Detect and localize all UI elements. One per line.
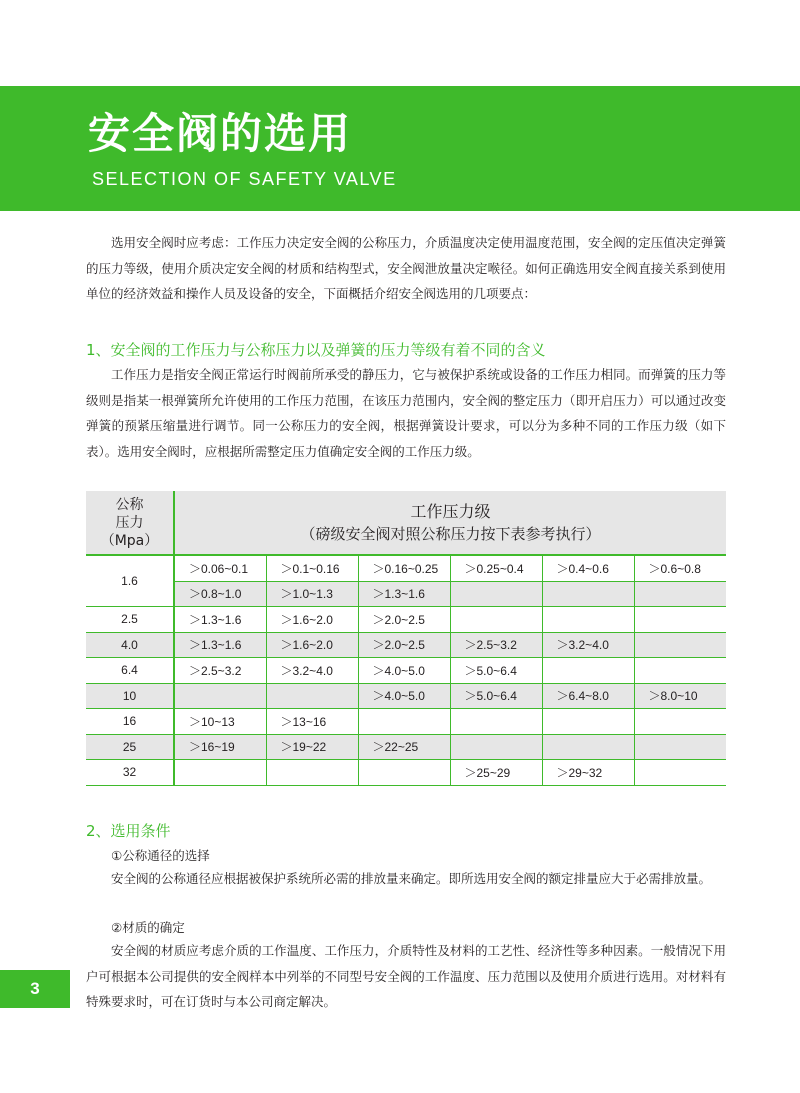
nominal-cell: 4.0 bbox=[86, 632, 174, 658]
table-cell bbox=[266, 683, 358, 709]
table-cell: ＞16~19 bbox=[174, 734, 266, 760]
table-cell: ＞1.0~1.3 bbox=[266, 581, 358, 607]
table-cell: ＞10~13 bbox=[174, 709, 266, 735]
header-nominal-line: 压力 bbox=[115, 514, 144, 531]
header-nominal-line: 公称 bbox=[115, 496, 144, 513]
intro-paragraph: 选用安全阀时应考虑：工作压力决定安全阀的公称压力，介质温度决定使用温度范围，安全阀的定压值决定弹簧的压力等级，使用介质决定安全阀的材质和结构型式，安全阀泄放量决定喉径。如何正确选用安全阀直接关系到使用单位的经济效益和操作人员及设备的安全，下面概括介绍安全阀选用的几项要点： bbox=[86, 235, 726, 301]
table-cell: ＞0.4~0.6 bbox=[542, 555, 634, 581]
table-row bbox=[86, 658, 726, 684]
table-cell bbox=[450, 709, 542, 735]
section1-heading: 1、安全阀的工作压力与公称压力以及弹簧的压力等级有着不同的含义 bbox=[86, 341, 546, 359]
table-cell bbox=[634, 581, 726, 607]
header-working-pressure-class bbox=[174, 491, 726, 555]
section2-heading: 2、选用条件 bbox=[86, 822, 171, 840]
table-cell: ＞5.0~6.4 bbox=[450, 683, 542, 709]
table-cell: ＞0.6~0.8 bbox=[634, 555, 726, 581]
table-cell: ＞0.8~1.0 bbox=[174, 581, 266, 607]
table-header-row bbox=[86, 491, 726, 555]
table-cell: ＞3.2~4.0 bbox=[266, 658, 358, 684]
page-title: 安全阀的选用 bbox=[88, 109, 353, 158]
table-cell: ＞2.5~3.2 bbox=[174, 658, 266, 684]
table-cell: ＞1.3~1.6 bbox=[174, 607, 266, 633]
table-cell: ＞0.06~0.1 bbox=[174, 555, 266, 581]
table-cell: ＞0.25~0.4 bbox=[450, 555, 542, 581]
nominal-cell: 25 bbox=[86, 734, 174, 760]
table-cell: ＞0.1~0.16 bbox=[266, 555, 358, 581]
header-nominal-pressure bbox=[86, 491, 174, 555]
table-cell bbox=[174, 683, 266, 709]
table-row bbox=[86, 607, 726, 633]
subsection-nominal-diameter-body: 安全阀的公称通径应根据被保护系统所必需的排放量来确定。即所选用安全阀的额定排量应大于必需排放量。 bbox=[111, 871, 712, 886]
table-cell: ＞29~32 bbox=[542, 760, 634, 786]
section1-body: 工作压力是指安全阀正常运行时阀前所承受的静压力，它与被保护系统或设备的工作压力相同。而弹簧的压力等级则是指某一根弹簧所允许使用的工作压力范围，在该压力范围内，安全阀的整定压力（即开启压力）可以通过改变弹簧的预紧压缩量进行调节。同一公称压力的安全阀，根据弹簧设计要求，可以分为多种不同的工作压力级（如下表）。选用安全阀时，应根据所需整定压力值确定安全阀的工作压力级。 bbox=[86, 367, 726, 459]
table-cell bbox=[542, 709, 634, 735]
table-cell: ＞4.0~5.0 bbox=[358, 658, 450, 684]
table-cell bbox=[542, 607, 634, 633]
table-cell bbox=[634, 632, 726, 658]
table-cell: ＞13~16 bbox=[266, 709, 358, 735]
table-row bbox=[86, 555, 726, 581]
header-working-line: 工作压力级 bbox=[410, 501, 491, 521]
table-cell bbox=[542, 658, 634, 684]
table-cell bbox=[634, 607, 726, 633]
table-cell bbox=[450, 734, 542, 760]
table-cell: ＞22~25 bbox=[358, 734, 450, 760]
table-cell bbox=[450, 581, 542, 607]
table-cell bbox=[358, 709, 450, 735]
table-cell: ＞4.0~5.0 bbox=[358, 683, 450, 709]
page-number: 3 bbox=[0, 970, 70, 1008]
table-cell bbox=[266, 760, 358, 786]
nominal-cell: 32 bbox=[86, 760, 174, 786]
table-cell bbox=[358, 760, 450, 786]
table-row bbox=[86, 760, 726, 786]
table-cell: ＞3.2~4.0 bbox=[542, 632, 634, 658]
nominal-cell: 6.4 bbox=[86, 658, 174, 684]
table-cell: ＞0.16~0.25 bbox=[358, 555, 450, 581]
table-cell: ＞5.0~6.4 bbox=[450, 658, 542, 684]
subsection-material-body: 安全阀的材质应考虑介质的工作温度、工作压力，介质特性及材料的工艺性、经济性等多种因素。一般情况下用户可根据本公司提供的安全阀样本中列举的不同型号安全阀的工作温度、压力范围以及使用介质进行选用。对材料有特殊要求时，可在订货时与本公司商定解决。 bbox=[86, 943, 726, 1009]
table-cell bbox=[634, 760, 726, 786]
table-cell bbox=[634, 709, 726, 735]
table-cell bbox=[634, 658, 726, 684]
table-cell: ＞1.6~2.0 bbox=[266, 632, 358, 658]
table-cell: ＞2.0~2.5 bbox=[358, 632, 450, 658]
table-cell bbox=[634, 734, 726, 760]
pressure-class-table bbox=[86, 491, 726, 786]
table-row bbox=[86, 709, 726, 735]
table-cell: ＞1.3~1.6 bbox=[358, 581, 450, 607]
nominal-cell: 16 bbox=[86, 709, 174, 735]
table-cell bbox=[542, 581, 634, 607]
subsection-nominal-diameter-title: ①公称通径的选择 bbox=[111, 848, 210, 863]
table-cell: ＞25~29 bbox=[450, 760, 542, 786]
table-cell: ＞1.3~1.6 bbox=[174, 632, 266, 658]
nominal-cell: 2.5 bbox=[86, 607, 174, 633]
table-row bbox=[86, 734, 726, 760]
table-row bbox=[86, 683, 726, 709]
table-cell: ＞2.5~3.2 bbox=[450, 632, 542, 658]
table-row bbox=[86, 632, 726, 658]
nominal-cell: 10 bbox=[86, 683, 174, 709]
subsection-material-title: ②材质的确定 bbox=[111, 920, 185, 935]
title-banner bbox=[0, 86, 800, 211]
table-cell: ＞2.0~2.5 bbox=[358, 607, 450, 633]
header-nominal-line: （Mpa） bbox=[100, 532, 159, 549]
table-cell: ＞6.4~8.0 bbox=[542, 683, 634, 709]
table-cell bbox=[450, 607, 542, 633]
table-cell: ＞1.6~2.0 bbox=[266, 607, 358, 633]
table-row bbox=[86, 581, 726, 607]
table-cell bbox=[174, 760, 266, 786]
table-cell: ＞19~22 bbox=[266, 734, 358, 760]
page-subtitle: SELECTION OF SAFETY VALVE bbox=[92, 169, 397, 189]
table-cell: ＞8.0~10 bbox=[634, 683, 726, 709]
table-cell bbox=[542, 734, 634, 760]
header-working-line: （磅级安全阀对照公称压力按下表参考执行） bbox=[300, 524, 601, 543]
nominal-cell: 1.6 bbox=[86, 555, 174, 607]
